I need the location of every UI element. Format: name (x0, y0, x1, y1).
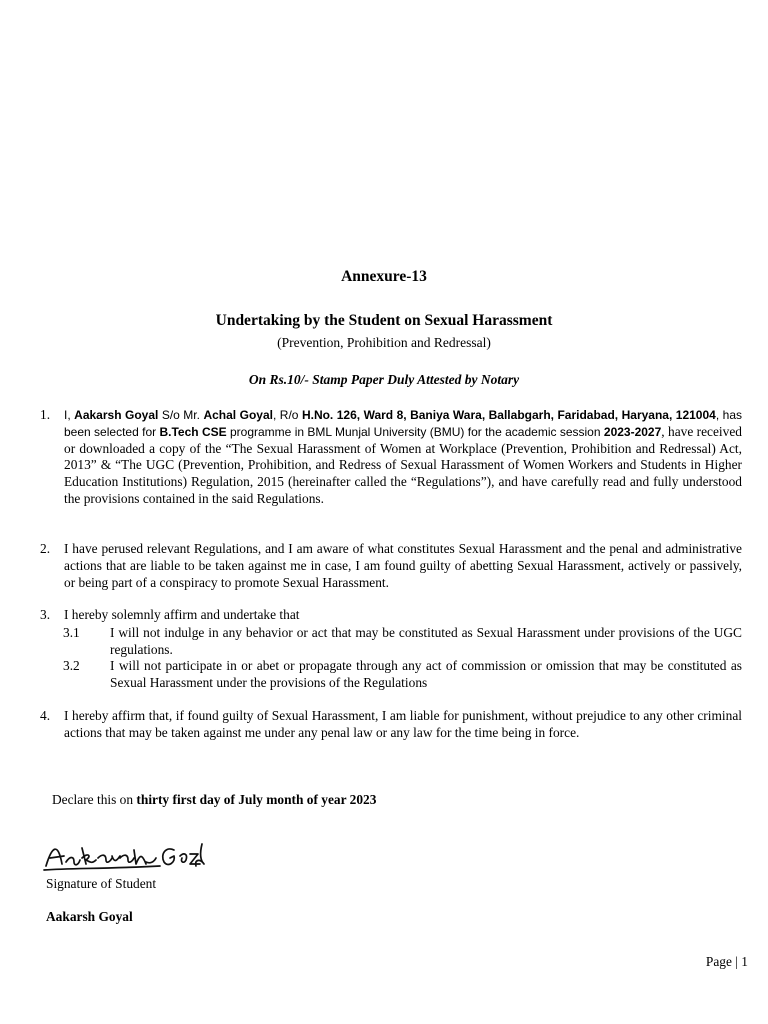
handwritten-signature (42, 836, 207, 878)
student-name: Aakarsh Goyal (46, 909, 133, 924)
stamp-paper-note: On Rs.10/- Stamp Paper Duly Attested by Notary (248, 372, 520, 387)
clause-text: , has been selected for (64, 408, 743, 439)
session-field: 2023-2027 (603, 424, 662, 439)
clause-number: 3. (40, 607, 51, 622)
clause-text: I have perused relevant Regulations, and I am aware of what constitutes Sexual Harassment and the penal and administrative actions that are liable to be taken against me in case, I am found guilty of abetting Sexual Harassment, actively or passively, or being part of a conspiracy to promote Sexual Harassment. (64, 541, 742, 590)
clause-text: programme in BML Munjal University (BMU) for the academic session (226, 424, 604, 439)
clause-text: , R/o (272, 408, 302, 422)
clause-4 (40, 708, 742, 742)
clause-3-1 (63, 625, 742, 659)
clause-number: 2. (40, 541, 51, 556)
declaration-line (52, 792, 376, 808)
clause-text: I hereby affirm that, if found guilty of Sexual Harassment, I am liable for punishment, without prejudice to any other criminal actions that may be taken against me under any penal law or any law for the time being in force. (64, 708, 742, 740)
annexure-heading: Annexure-13 (341, 268, 427, 285)
subclause-number: 3.2 (63, 658, 80, 673)
subclause-number: 3.1 (63, 625, 80, 640)
page-number: Page | 1 (705, 954, 748, 969)
clause-number: 1. (40, 407, 51, 422)
clause-text: , have received or downloaded a copy of the “The Sexual Harassment of Women at Workplace (Prevention, Prohibition and Redressal) Act, 2013” & “The UGC (Prevention, Prohibition, and Redress of Sexual Harassment of Women Workers and Students in Higher Education Institutions) Regulation, 2015 (hereinafter called the “Regulations”), and have carefully read and fully understood the provisions contained in the said Regulations. (64, 423, 742, 506)
clause-text: I, (64, 408, 75, 422)
clause-text: I hereby solemnly affirm and undertake that (64, 607, 300, 622)
subclause-text: I will not participate in or abet or propagate through any act of commission or omission that may be constituted as Sexual Harassment under the provisions of the Regulations (110, 658, 742, 690)
declaration-prefix: Declare this on (52, 792, 137, 807)
clause-number: 4. (40, 708, 51, 723)
subclause-text: I will not indulge in any behavior or act that may be constituted as Sexual Harassment under provisions of the UGC regulations. (110, 625, 742, 657)
clause-2 (40, 541, 742, 591)
signature-label: Signature of Student (46, 876, 157, 891)
clause-1 (40, 407, 743, 508)
address-field: H.No. 126, Ward 8, Baniya Wara, Ballabgarh, Faridabad, Haryana, 121004 (301, 408, 716, 422)
father-name-field: Achal Goyal (203, 408, 273, 422)
clause-3-2 (63, 658, 742, 692)
document-subtitle: (Prevention, Prohibition and Redressal) (277, 335, 491, 350)
clause-3 (40, 607, 742, 624)
clause-text: S/o Mr. (158, 408, 204, 422)
document-title: Undertaking by the Student on Sexual Harassment (215, 312, 553, 329)
student-name-field: Aakarsh Goyal (74, 408, 159, 422)
programme-field: B.Tech CSE (159, 424, 227, 439)
declaration-date: thirty first day of July month of year 2023 (136, 792, 377, 807)
